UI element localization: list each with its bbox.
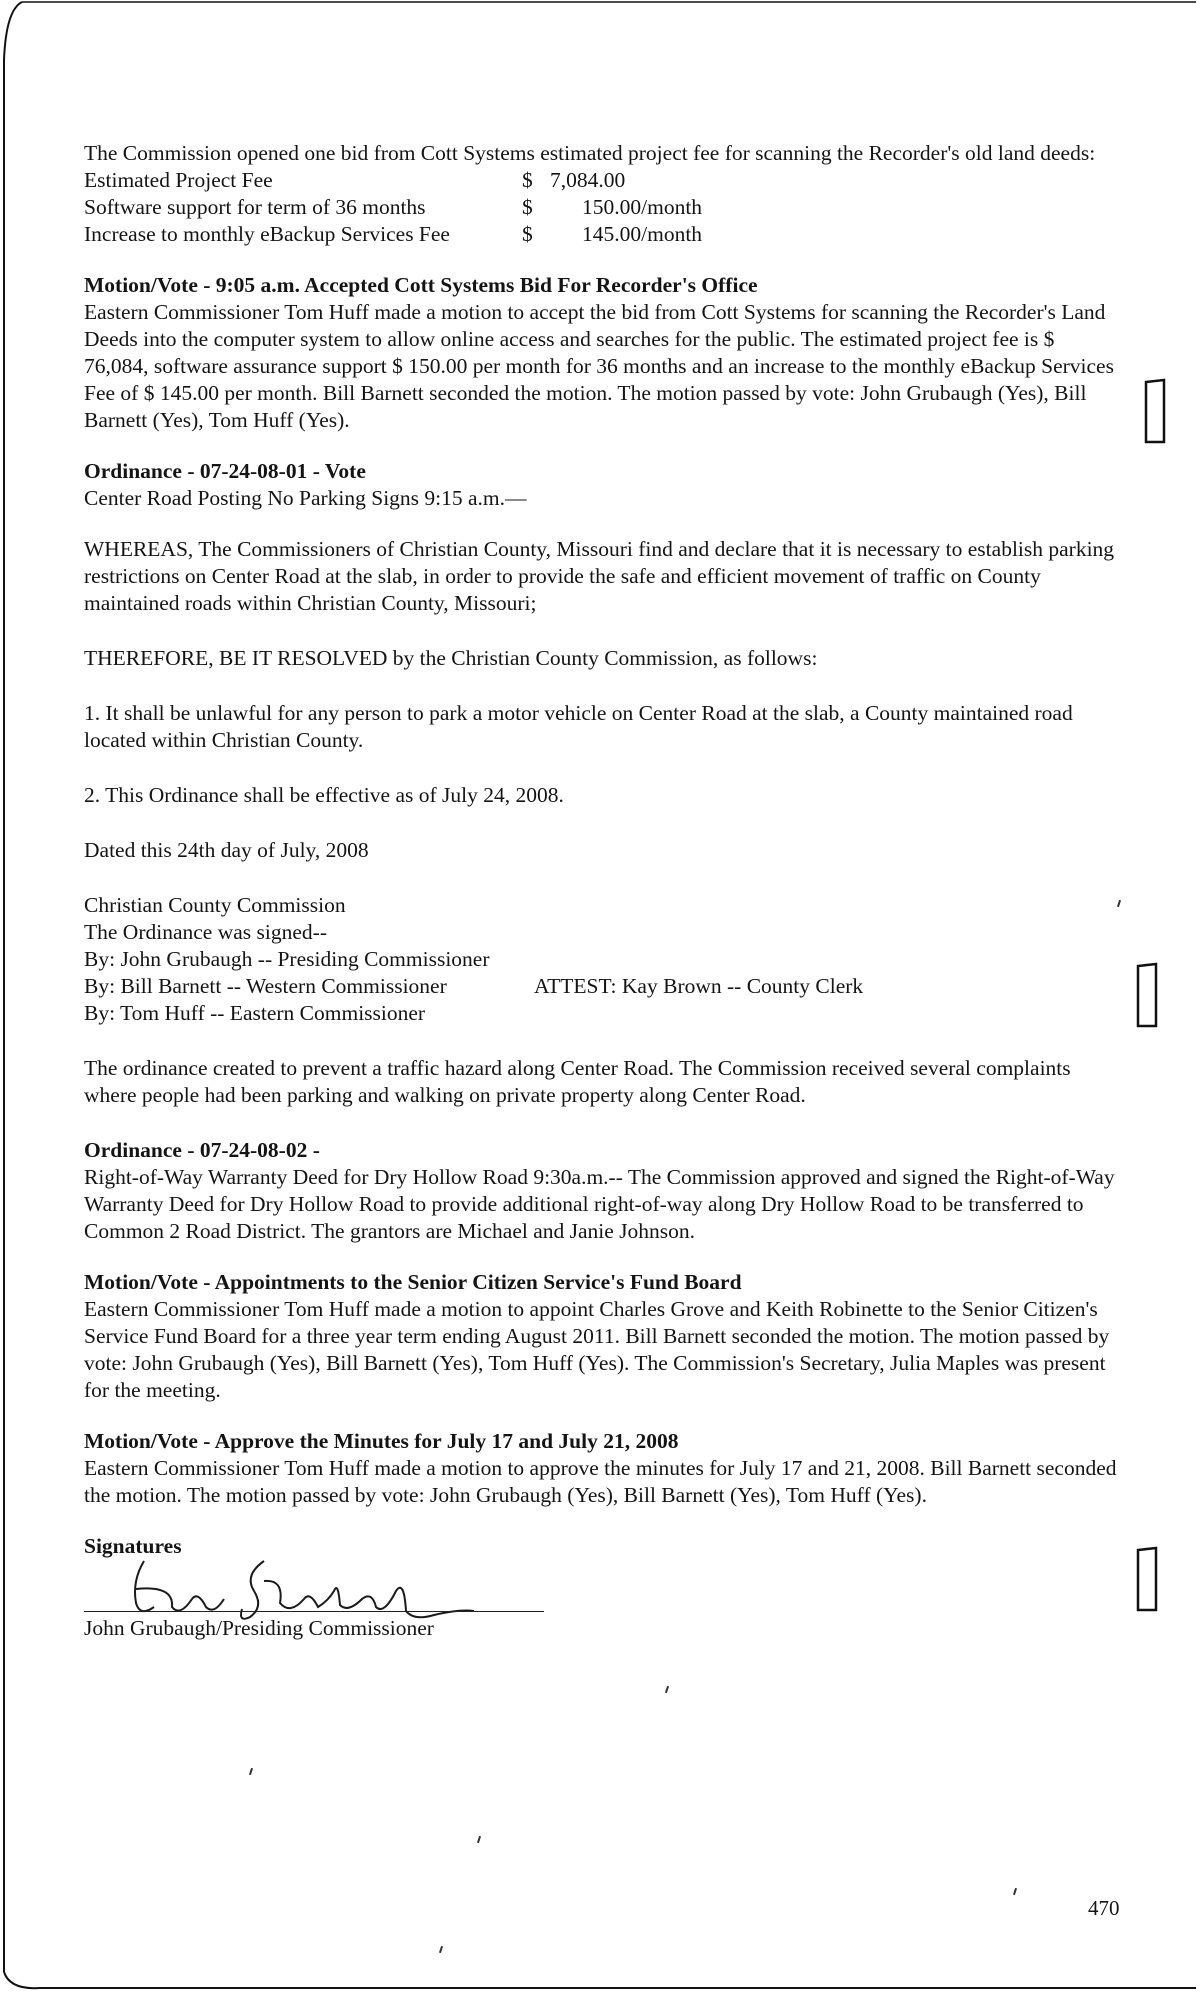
margin-bracket-mark [1132,1546,1162,1614]
ordinance-01-section [84,458,1124,512]
signer-line: By: Bill Barnett -- Western Commissioner [84,974,447,998]
fee-row [84,194,1124,221]
fee-amount: 150.00/month [582,195,703,219]
signed-note: The Ordinance was signed-- [84,920,327,944]
ordinance-note: The ordinance created to prevent a traffic hazard along Center Road. The Commission received several complaints where people had been parking and walking on private property along Center Road. [84,1056,1071,1107]
motion-cott-section [84,272,1124,434]
section-body: Eastern Commissioner Tom Huff made a motion to appoint Charles Grove and Keith Robinette to the Senior Citizen's Service Fund Board for a three year term ending August 2011. Bill Barnett seconded the motion. The motion passed by vote: John Grubaugh (Yes), Bill Barnett (Yes), Tom Huff (Yes). The Commission's Secretary, Julia Maples was present for the meeting. [84,1297,1110,1402]
margin-bracket-mark [1132,962,1162,1030]
section-heading: Ordinance - 07-24-08-01 - Vote [84,459,366,483]
ordinance-signing-block [84,892,1124,1027]
section-body: Eastern Commissioner Tom Huff made a motion to accept the bid from Cott Systems for scanning the Recorder's Land Deeds into the computer system to allow online access and searches for the public. The estimated project fee is $ 76,084, software assurance support $ 150.00 per month for 36 months and an increase to the monthly eBackup Services Fee of $ 145.00 per month. Bill Barnett seconded the motion. The motion passed by vote: John Grubaugh (Yes), Bill Barnett (Yes), Tom Huff (Yes). [84,300,1114,432]
section-body: Right-of-Way Warranty Deed for Dry Hollow Road 9:30a.m.-- The Commission approved and signed the Right-of-Way Warranty Deed for Dry Hollow Road to provide additional right-of-way along Dry Hollow Road to be transferred to Common 2 Road District. The grantors are Michael and Janie Johnson. [84,1165,1115,1243]
section-heading: Motion/Vote - Approve the Minutes for July 17 and July 21, 2008 [84,1429,679,1453]
fee-row [84,167,1124,194]
fee-label: Estimated Project Fee [84,168,273,192]
signature-line [84,1611,544,1612]
dated-line: Dated this 24th day of July, 2008 [84,838,369,862]
fee-currency: $ [522,195,533,219]
fee-row [84,221,1124,248]
signatures-heading: Signatures [84,1534,182,1558]
page-number: 470 [1088,1896,1120,1920]
fee-currency: $ [522,168,533,192]
whereas-clause: WHEREAS, The Commissioners of Christian County, Missouri find and declare that it is necessary to establish parking restrictions on Center Road at the slab, in order to provide the safe and efficient movement of traffic on County maintained roads within Christian County, Missouri; [84,537,1115,615]
signer-line: By: Tom Huff -- Eastern Commissioner [84,1001,426,1025]
motion-minutes-section [84,1428,1124,1509]
fee-amount: 7,084.00 [550,168,626,192]
fee-amount: 145.00/month [582,222,703,246]
margin-bracket-mark [1140,378,1170,446]
section-heading: Ordinance - 07-24-08-02 - [84,1138,320,1162]
therefore-clause: THEREFORE, BE IT RESOLVED by the Christian County Commission, as follows: [84,646,818,670]
commission-name: Christian County Commission [84,893,346,917]
fee-currency: $ [522,222,533,246]
section-body: Eastern Commissioner Tom Huff made a motion to approve the minutes for July 17 and 21, 2008. Bill Barnett seconded the motion. The motion passed by vote: John Grubaugh (Yes), Bill Barnett (Yes), Tom Huff (Yes). [84,1456,1117,1507]
ordinance-02-section [84,1137,1124,1245]
signatures-section [84,1533,1124,1673]
section-heading: Motion/Vote - Appointments to the Senior Citizen Service's Fund Board [84,1270,742,1294]
document-body [84,140,1124,1673]
signer-title: John Grubaugh/Presiding Commissioner [84,1616,434,1640]
ordinance-item-2: 2. This Ordinance shall be effective as of July 24, 2008. [84,783,564,807]
signer-line: By: John Grubaugh -- Presiding Commissioner [84,947,490,971]
ordinance-subtitle: Center Road Posting No Parking Signs 9:15 a.m.— [84,486,527,510]
bid-section [84,140,1124,248]
fee-label: Increase to monthly eBackup Services Fee [84,222,450,246]
section-heading: Motion/Vote - 9:05 a.m. Accepted Cott Systems Bid For Recorder's Office [84,273,758,297]
bid-intro-text: The Commission opened one bid from Cott Systems estimated project fee for scanning the Recorder's old land deeds: [84,141,1096,165]
fee-label: Software support for term of 36 months [84,195,426,219]
motion-senior-section [84,1269,1124,1404]
signer-attest-line [84,973,1124,1000]
ordinance-item-1: 1. It shall be unlawful for any person to park a motor vehicle on Center Road at the slab, a County maintained road located within Christian County. [84,701,1073,752]
attest-line: ATTEST: Kay Brown -- County Clerk [534,974,864,998]
